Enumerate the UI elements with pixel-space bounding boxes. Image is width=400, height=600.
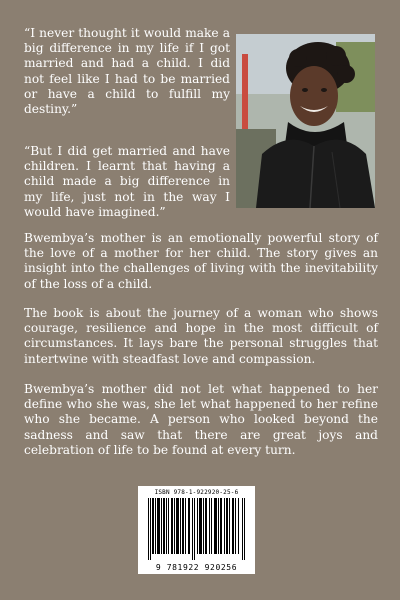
isbn-barcode	[138, 486, 255, 574]
author-quote-2: “But I did get married and have children. I learnt that having a child made a big difference in my life, just not in the way I would have imagined.”	[24, 144, 230, 219]
description-paragraph-1: Bwembya’s mother is an emotionally powerful story of the love of a mother for her child. The story gives an insight into the challenges of living with the inevitability of the loss of a child.	[24, 231, 378, 291]
isbn-label: ISBN 978-1-922920-25-6	[154, 489, 239, 496]
barcode-bars	[148, 498, 245, 560]
barcode-number: 9 781922 920256	[155, 563, 238, 572]
description-paragraph-3: Bwembya’s mother did not let what happened to her define who she was, she let what happened to her refine who she became. A person who looked beyond the sadness and saw that there are great joys and celebration of life to be found at every turn.	[24, 382, 378, 457]
description-paragraph-2: The book is about the journey of a woman who shows courage, resilience and hope in the most difficult of circumstances. It lays bare the personal struggles that intertwine with steadfast love and compassion.	[24, 306, 378, 366]
author-photo	[236, 34, 375, 208]
author-quote-1: “I never thought it would make a big difference in my life if I got married and had a child. I did not feel like I had to be married or have a child to fulfill my destiny.”	[24, 26, 230, 117]
